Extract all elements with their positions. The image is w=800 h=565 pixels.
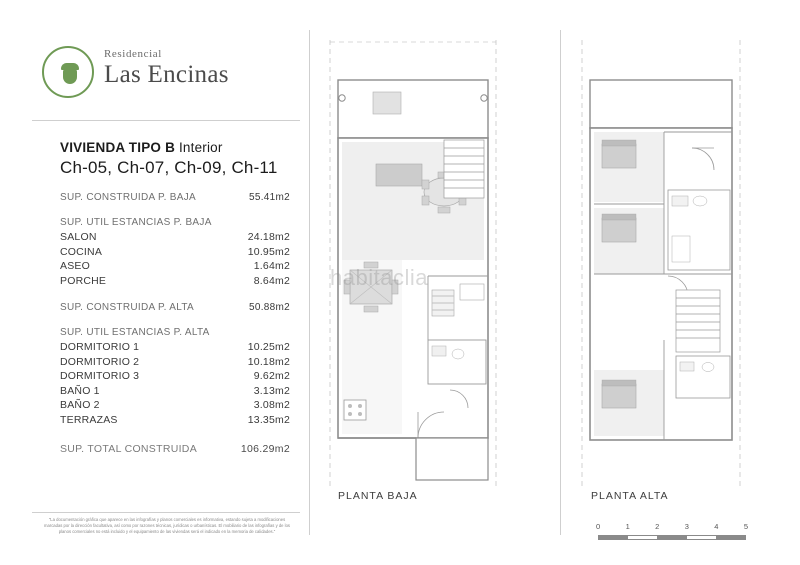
room-row <box>60 384 290 399</box>
room-row <box>60 398 290 413</box>
unit-type-label: VIVIENDA TIPO B <box>60 140 176 155</box>
room-area: 13.35m2 <box>247 413 290 426</box>
room-name: ASEO <box>60 260 90 272</box>
room-row <box>60 245 290 260</box>
room-row <box>60 230 290 245</box>
room-name: PORCHE <box>60 274 107 287</box>
room-area: 24.18m2 <box>247 231 290 243</box>
useful-area-ground-label: SUP. UTIL ESTANCIAS P. BAJA <box>60 217 212 228</box>
built-area-ground-label: SUP. CONSTRUIDA P. BAJA <box>60 192 197 203</box>
room-area: 10.95m2 <box>247 245 290 258</box>
room-area: 3.13m2 <box>253 384 290 397</box>
room-name: DORMITORIO 1 <box>60 341 140 353</box>
room-row <box>60 274 290 289</box>
room-name: COCINA <box>60 245 103 258</box>
built-area-upper-value: 50.88m2 <box>248 302 290 313</box>
built-area-upper-group <box>60 302 290 313</box>
page-title <box>60 140 290 155</box>
acorn-icon <box>61 63 79 85</box>
divider-bottom <box>32 512 300 513</box>
room-row <box>60 259 290 274</box>
room-name: DORMITORIO 2 <box>60 355 140 368</box>
room-row <box>60 340 290 355</box>
scale-tick: 4 <box>714 522 719 531</box>
useful-area-ground-group <box>60 217 290 288</box>
scale-tick: 5 <box>743 522 748 531</box>
room-area: 10.18m2 <box>247 355 290 368</box>
room-name: DORMITORIO 3 <box>60 370 140 382</box>
room-name: SALON <box>60 231 97 243</box>
unit-type-qualifier: Interior <box>178 140 223 155</box>
built-area-ground-group <box>60 192 290 203</box>
divider-top <box>32 120 300 121</box>
scale-tick: 3 <box>684 522 689 531</box>
room-name: BAÑO 1 <box>60 384 100 397</box>
built-area-upper-label: SUP. CONSTRUIDA P. ALTA <box>60 302 194 313</box>
built-area-ground-value: 55.41m2 <box>248 192 290 203</box>
scale-ticks <box>596 522 748 531</box>
total-built-area-value: 106.29m2 <box>240 443 290 455</box>
divider-vertical-right <box>560 30 561 535</box>
total-built-area-row <box>60 443 290 455</box>
total-built-area-label: SUP. TOTAL CONSTRUIDA <box>60 443 197 455</box>
scale-tick: 1 <box>625 522 630 531</box>
logo-subtitle: Residencial <box>104 48 162 60</box>
room-row <box>60 369 290 384</box>
caption-planta-baja: PLANTA BAJA <box>338 490 418 502</box>
scale-tick: 0 <box>596 522 601 531</box>
room-area: 10.25m2 <box>247 341 290 353</box>
floorplan-upper <box>572 40 762 490</box>
room-name: TERRAZAS <box>60 413 118 426</box>
watermark: habitaclia <box>330 265 428 290</box>
room-name: BAÑO 2 <box>60 399 100 411</box>
room-row <box>60 413 290 428</box>
divider-vertical-left <box>309 30 310 535</box>
useful-area-upper-label: SUP. UTIL ESTANCIAS P. ALTA <box>60 327 210 338</box>
scale-bar <box>596 522 748 548</box>
logo-text <box>104 48 294 89</box>
logo-title: Las Encinas <box>104 61 229 88</box>
unit-info-panel <box>60 140 290 455</box>
caption-planta-alta: PLANTA ALTA <box>591 490 669 502</box>
room-area: 8.64m2 <box>253 274 290 287</box>
room-row <box>60 355 290 370</box>
room-area: 3.08m2 <box>253 399 290 411</box>
room-area: 9.62m2 <box>253 370 290 382</box>
useful-area-upper-group <box>60 327 290 427</box>
legal-disclaimer: "La documentación gráfica que aparece en las infografías y planos comerciales es informativa, estando sujeta a modificaciones marcadas por la dirección facultativa, así como por razones técnicas, jurídicas o urbanísticas. El mobiliario de las infografías y de los planos comerciales no está incluido y el equipamiento de las viviendas será el indicado en la memoria de calidades." <box>43 517 290 534</box>
scale-tick: 2 <box>655 522 660 531</box>
room-area: 1.64m2 <box>253 260 290 272</box>
scale-bar-segments <box>598 535 746 540</box>
logo-circle <box>42 46 94 98</box>
brand-logo <box>42 42 292 104</box>
unit-codes: Ch-05, Ch-07, Ch-09, Ch-11 <box>60 158 278 177</box>
